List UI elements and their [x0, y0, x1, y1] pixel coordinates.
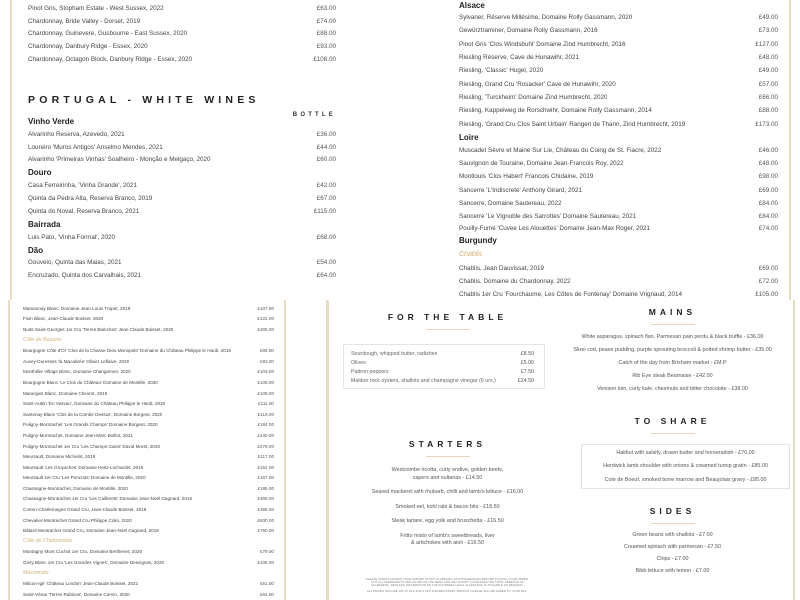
- section-title-for-the-table: FOR THE TABLE: [387, 312, 508, 322]
- wine-name: Nuits-Saint-Georges 1er Cru 'Terres Blanches' Jean Claude Boisset, 2020: [23, 326, 174, 332]
- region-heading: Douro: [28, 168, 52, 178]
- wine-name: Loureiro 'Muros Antigos' Anselmo Mendes, 2021: [28, 143, 163, 151]
- menu-item: [340, 518, 555, 526]
- menu-item: [340, 489, 555, 497]
- wine-row: [23, 409, 274, 420]
- wine-price: £106.00: [257, 560, 274, 566]
- item-line: Fritto misto of lamb's sweetbreads, liver: [400, 532, 495, 539]
- wine-name: Chablis, Domaine du Chardonnay, 2022: [459, 277, 571, 285]
- wine-name: Pinot Gris, Stopham Estate - West Sussex, 2022: [28, 4, 164, 12]
- wine-price: £279.00: [257, 443, 274, 449]
- region-heading-alsace: Alsace: [459, 1, 485, 10]
- wine-name: Riesling, 'Grand Cru Clos Saint Urbain' Rangen de Thann, Zind Humbrecht, 2019: [459, 120, 686, 128]
- section-title-starters: STARTERS: [408, 439, 487, 449]
- wine-row: [459, 64, 778, 77]
- wine-price: £119.00: [257, 411, 274, 417]
- wine-price: £103.00: [257, 369, 274, 375]
- menu-item: Creamed spinach with parmesan - £7.50: [623, 544, 722, 550]
- wine-price: £69.00: [758, 186, 778, 194]
- section-title-to-share: TO SHARE: [634, 415, 711, 426]
- wine-list-france: [445, 0, 800, 300]
- wine-name: Pinot Gris 'Clos Windsbuhl' Domaine Zind Humbrecht, 2016: [459, 40, 626, 48]
- wine-name: Gouveio, Quinta das Maias, 2021: [28, 259, 122, 267]
- menu-item: [340, 504, 555, 512]
- wine-row: [23, 547, 274, 558]
- wine-name: Chassagne-Montrachet, Domaine de Montille, 2020: [23, 485, 128, 491]
- item-price: £5.00: [520, 359, 534, 366]
- wine-row: [23, 483, 274, 494]
- wine-row: [459, 104, 778, 117]
- wine-price: £750.00: [257, 528, 274, 534]
- item-price: £8.50: [520, 350, 534, 357]
- item-name: Maldon rock oysters, shallots and champagne vinegar (6 urs.): [351, 377, 496, 384]
- menu-item: Catch of the day from Brixham market - £M.P: [618, 360, 727, 366]
- wine-price: £111.00: [258, 401, 274, 407]
- region-heading-loire: Loire: [459, 132, 479, 142]
- wine-price: £36.00: [316, 130, 336, 138]
- wine-price: £54.00: [316, 259, 336, 267]
- wine-price: £173.00: [755, 120, 778, 128]
- wine-name: Chablis 1er Cru 'Fourchaume, Les Côtes de Fontenay' Domaine Vrignaud, 2014: [459, 291, 683, 299]
- wine-name: Montagny Mont Cuchot 1er Cru, Domaine Berthenet, 2020: [23, 549, 142, 555]
- menu-item: Rib Eye steak Bearnaise - £42.00: [632, 373, 713, 379]
- wine-name: Meursault, Domaine Michelot, 2019: [23, 454, 96, 460]
- wine-name: Quinta do Noval, Reserva Branco, 2021: [28, 207, 140, 215]
- wine-price: £630.00: [257, 517, 274, 523]
- wine-price: £66.00: [758, 93, 778, 101]
- wine-price: £64.00: [316, 272, 336, 280]
- menu-item: Cote de Boeuf, smoked bone marrow and Beaujolais gravy - £95.00: [604, 476, 767, 483]
- wine-row: [459, 91, 778, 104]
- page-edge-right: [793, 300, 795, 600]
- wine-name: Riesling, Kappelweg de Rorschwihr, Domaine Rolly Gassmann, 2014: [459, 107, 652, 115]
- bottle-column-label: BOTTLE: [292, 111, 336, 118]
- wine-price: £74.00: [758, 225, 778, 233]
- wine-name: Santenay Blanc 'Clos de la Combe Dessus', Domaine Borgeot, 2020: [23, 411, 163, 417]
- item-price: £24.50: [517, 377, 534, 384]
- wine-name: Chablis, Jean Dauvissat, 2019: [459, 264, 545, 272]
- wine-price: £57.00: [758, 80, 778, 88]
- wine-row: [23, 451, 274, 462]
- wine-price: £107.00: [257, 305, 274, 311]
- for-the-table-box: [343, 344, 545, 389]
- wine-row: [23, 515, 274, 526]
- wine-row: [459, 51, 778, 64]
- wine-price: £63.00: [316, 4, 336, 12]
- wine-row: [23, 525, 274, 536]
- wine-name: Sylvaner, Réserve Millésime, Domaine Rolly Gassmann, 2020: [459, 14, 633, 22]
- wine-row: [28, 205, 336, 218]
- wine-row: [28, 28, 336, 41]
- wine-price: £309.00: [257, 496, 274, 502]
- wine-name: Monthélie Village Blanc, Domaine Changarnier, 2020: [23, 369, 131, 375]
- wine-price: £93.00: [259, 358, 274, 364]
- wine-price: £67.00: [316, 195, 336, 203]
- subregion-heading-chablis: Chablis: [459, 251, 483, 259]
- wine-price: £105.00: [755, 291, 778, 299]
- wine-name: Sauvignon de Touraine, Domaine Jean-Francois Roy, 2022: [459, 160, 624, 168]
- region-heading: Vinho Verde: [28, 116, 75, 126]
- section-title-sides: SIDES: [649, 506, 696, 516]
- wine-name: Saint-Véran 'Terres Rabions', Domaine Cornin, 2020: [23, 591, 130, 597]
- wine-row: [28, 269, 336, 282]
- wine-name: Chardonnay, Guinevere, Gusbourne - East Sussex, 2020: [28, 30, 188, 38]
- allergen-notice: [340, 578, 555, 593]
- subregion-heading: Côte de Chalonnaise: [23, 538, 73, 545]
- wine-row: [28, 141, 336, 154]
- wine-name: Sancerre 'Le Vignoble des Sarrottes' Domaine Sautereau, 2021: [459, 213, 637, 221]
- wine-row: [23, 356, 274, 367]
- wine-price: £72.00: [758, 277, 778, 285]
- wine-price: £206.00: [257, 326, 274, 332]
- wine-name: Casa Ferreirinha, 'Vinha Grande', 2021: [28, 182, 138, 190]
- item-line: Westcombe ricotta, curly endive, golden beets,: [391, 467, 504, 473]
- wine-price: £185.00: [257, 485, 274, 491]
- page-edge-left: [8, 300, 10, 600]
- wine-name: Chassagne-Montrachet 1er Cru 'Les Caillerets' Domaine Jean-Noël Gagnard, 2016: [23, 496, 193, 502]
- wine-name: Sancerre, Domaine Sautereau, 2022: [459, 200, 562, 207]
- menu-item: Venison loin, curly kale, chestnuts and bitter chocolate - £38.00: [597, 386, 748, 392]
- wine-row: [459, 38, 778, 51]
- wine-row: [28, 53, 336, 66]
- wine-row: [28, 128, 336, 141]
- wine-row: [28, 231, 336, 244]
- wine-row: [23, 504, 274, 515]
- menu-item: [340, 467, 555, 482]
- food-menu-starters: [290, 300, 555, 600]
- wine-name: Meursault 1er Cru 'Les Poruzots' Domaine de Montille, 2020: [23, 475, 146, 481]
- wine-name: Givry Blanc 1er Cru 'Les Grandes Vignes', Domaine Desvignes, 2020: [23, 560, 165, 566]
- menu-item: [351, 358, 534, 367]
- fine-print-line: ALLERGENS. DETAILED INFORMATION ON THE FOURTEEN LEGAL ALLERGENS IS AVAILABLE ON REQUEST.: [371, 584, 524, 588]
- wine-name: Riesling, 'Turckheim' Domaine Zind Humbrecht, 2020: [459, 93, 608, 101]
- wine-price: £98.00: [758, 173, 778, 181]
- wine-name: Corton-Charlemagne Grand Cru, Jean-Claude Boisset, 2018: [23, 507, 147, 513]
- wine-name: Muscadet Sèvre et Maine Sur Lie, Château du Coing de St. Fiacre, 2022: [459, 146, 662, 154]
- wine-row: [23, 462, 274, 473]
- menu-item: Herdwick lamb shoulder with onions & creamed turnip gratin - £85.00: [603, 463, 768, 469]
- wine-price: £60.00: [316, 156, 336, 164]
- wine-row: [23, 314, 274, 325]
- fine-print-line: NOT ALL INGREDIENTS ARE LISTED ON THE MENU AND WE CANNOT GUARANTEE THE TOTAL ABSENCE OF: [371, 581, 524, 585]
- wine-row: [459, 157, 778, 170]
- section-title-portugal: PORTUGAL - WHITE WINES: [28, 93, 260, 106]
- wine-row: [23, 388, 274, 399]
- wine-name: Luis Pato, 'Vinha Formal', 2020: [28, 233, 115, 241]
- item-line: Seared mackerel with rhubarb, chilli and lamb's lettuce - £16.00: [371, 489, 524, 495]
- wine-price: £42.00: [316, 182, 336, 190]
- menu-item: [351, 376, 534, 385]
- wine-price: £122.00: [257, 316, 274, 322]
- wine-price: £69.00: [758, 264, 778, 272]
- wine-row: [459, 117, 778, 130]
- wine-row: [23, 324, 274, 335]
- wine-row: [23, 398, 274, 409]
- wine-row: [459, 24, 778, 37]
- wine-row: [23, 441, 274, 452]
- subregion-heading: Maconnais: [23, 570, 49, 577]
- wine-name: Encruzado, Quinta dos Carvalhais, 2021: [28, 272, 142, 280]
- subregion-heading: Côte de Beaune: [23, 337, 62, 344]
- wine-row: [459, 144, 778, 157]
- page-edge-left: [326, 300, 329, 600]
- wine-price: £49.00: [758, 67, 778, 75]
- wine-price: £69.00: [259, 348, 274, 354]
- to-share-box: [581, 444, 790, 490]
- wine-price: £230.00: [257, 432, 274, 438]
- wine-row: [23, 367, 274, 378]
- wine-price: £74.00: [316, 17, 336, 25]
- wine-name: Chevalier-Montrachet Grand Cru Philippe Colin, 2020: [23, 517, 132, 523]
- wine-price: £79.00: [259, 549, 274, 555]
- menu-item: [351, 367, 534, 376]
- item-line: Smoked eel, kohl rabi & bacon bits - £18.50: [395, 503, 500, 510]
- wine-name: Riesling, Grand Cru 'Rosacker' Cave de Hunawihr, 2020: [459, 80, 616, 88]
- wine-row: [28, 2, 336, 15]
- wine-name: Bourgogne Blanc 'Le Clos du Château' Domaine de Montille, 2020: [23, 379, 158, 385]
- wine-name: Montlouis 'Clos Habert' Francois Chidaine, 2019: [459, 173, 594, 181]
- wine-name: Alvarinho 'Primeiras Vinhas' Soalheiro - Monção e Melgaço, 2020: [28, 156, 211, 164]
- wine-row: [28, 192, 336, 205]
- wine-name: Pouilly-Fumé 'Cuvee Les Alouettes' Domaine Jean-Max Roger, 2021: [459, 225, 651, 233]
- wine-row: [459, 77, 778, 90]
- page-edge-right: [789, 0, 791, 300]
- region-heading-burgundy: Burgundy: [459, 236, 497, 246]
- wine-list-england-portugal: [0, 0, 350, 300]
- wine-name: Alvarinho Reserva, Azevedo, 2021: [28, 130, 125, 138]
- wine-name: Marsannay Blanc, Domaine Jean-Louis Trapet, 2019: [23, 305, 131, 311]
- wine-row: [459, 223, 778, 234]
- menu-item: White asparagus, spinach flan, Parmesan pain perdu & black truffle - £36.00: [581, 334, 764, 340]
- page-edge-right: [284, 300, 286, 600]
- wine-price: £109.00: [257, 390, 274, 396]
- menu-item: Bibb lettuce with lemon - £7.00: [635, 568, 710, 574]
- wine-price: £84.00: [758, 213, 778, 221]
- menu-item: Skrei cod, pease pudding, purple sprouting broccoli & potted shrimp butter - £35.00: [573, 347, 772, 353]
- wine-row: [23, 420, 274, 431]
- wine-price: £88.00: [758, 107, 778, 115]
- wine-price: £64.00: [259, 591, 274, 597]
- wine-price: £84.00: [758, 200, 778, 207]
- wine-price: £88.00: [316, 30, 336, 38]
- wine-row: [459, 197, 778, 210]
- region-heading: Bairrada: [28, 219, 61, 229]
- wine-name: Chardonnay, Danbury Ridge - Essex, 2020: [28, 43, 148, 51]
- wine-name: Quinta da Pedra Alta, Reserva Branco, 2019: [28, 195, 153, 203]
- wine-row: [23, 303, 274, 314]
- wine-name: Maranges Blanc, Domaine Chevrot, 2019: [23, 390, 108, 396]
- wine-name: Mâcon-Igé 'Château London' Jean-Claude Boisset, 2021: [23, 581, 139, 587]
- item-name: Sourdough, whipped butter, radishes: [351, 350, 438, 357]
- wine-name: Puligny-Montrachet 'Les Grands Champs' Domaine Borgeot, 2020: [23, 422, 158, 428]
- wine-name: Fixin Blanc, Jean-Claude Boisset, 2020: [23, 316, 104, 322]
- wine-row: [28, 15, 336, 28]
- wine-name: Sancerre 'L'Indiscrete' Anthony Girard, 2021: [459, 186, 582, 194]
- wine-price: £93.00: [316, 43, 336, 51]
- wine-price: £48.00: [758, 160, 778, 168]
- wine-row: [23, 557, 274, 568]
- wine-row: [459, 261, 778, 274]
- wine-row: [23, 430, 274, 441]
- wine-name: Chardonnay, Bride Valley - Dorset, 2019: [28, 17, 141, 25]
- wine-name: Gewürztraminer, Domaine Rolly Gassmann, 2016: [459, 27, 598, 35]
- wine-price: £167.00: [257, 475, 274, 481]
- wine-price: £61.00: [259, 581, 274, 587]
- wine-name: Riesling Réserve, Cave de Hunawihr, 2021: [459, 54, 580, 62]
- section-title-mains: MAINS: [648, 307, 697, 317]
- wine-price: £184.00: [257, 422, 274, 428]
- wine-name: Puligny-Montrachet, Domaine Jean-Marc Boillot, 2021: [23, 432, 134, 438]
- wine-list-burgundy: [0, 300, 290, 600]
- wine-row: [459, 210, 778, 223]
- wine-row: [23, 578, 274, 589]
- wine-row: [23, 345, 274, 356]
- wine-row: [459, 288, 778, 300]
- menu-item: Halibut with salsify, drawn butter and horseradish - £70.00: [616, 449, 755, 456]
- wine-row: [459, 275, 778, 288]
- wine-row: [28, 257, 336, 270]
- wine-row: [23, 589, 274, 600]
- wine-row: [28, 154, 336, 167]
- wine-row: [23, 377, 274, 388]
- wine-name: Bourgogne Côte d'Or 'Clos de la Chasse Dieu Monopole' Domaine du Château Philippe le Hardi, 2019: [23, 348, 231, 354]
- wine-name: Meursault 'Les Gruyaches' Domaine Heitz-Lochardet, 2019: [23, 464, 144, 470]
- wine-row: [28, 40, 336, 53]
- title-underline: [426, 329, 470, 330]
- wine-row: [23, 494, 274, 505]
- wine-name: Riesling, 'Classic' Hugel, 2020: [459, 67, 544, 75]
- wine-price: £152.00: [257, 464, 274, 470]
- menu-item: Green beans with shallots - £7.00: [632, 532, 713, 538]
- item-line: & artichokes with aioli - £16.50: [410, 540, 485, 546]
- region-heading: Dão: [28, 245, 44, 255]
- item-line: capers and sultanas - £14.50: [412, 474, 483, 481]
- england-wine-list: [28, 2, 336, 66]
- item-price: £7.50: [520, 368, 534, 375]
- item-name: Padron peppers: [351, 368, 389, 375]
- wine-price: £46.00: [758, 146, 778, 154]
- fine-print-line: PLEASE ALWAYS INFORM YOUR SERVER OF ANY ALLERGIES OR INTOLERANCES BEFORE PLACING YOUR ORDER.: [366, 578, 529, 581]
- menu-item: [351, 349, 534, 358]
- wine-price: £68.00: [316, 233, 336, 241]
- wine-name: Saint-Aubin 'En Vesvau', Domaine du Château Philippe le Hardi, 2020: [23, 401, 166, 407]
- food-menu-mains: [555, 300, 800, 600]
- wine-row: [23, 473, 274, 484]
- page-edge-left: [10, 0, 12, 300]
- wine-row: [459, 11, 778, 24]
- wine-row: [459, 184, 778, 197]
- wine-price: £108.00: [313, 56, 336, 64]
- fine-print-line: ALL PRICES INCLUDE VAT AT 20% AND A 15% DISCRETIONARY SERVICE CHARGE WILL BE ADDED TO YOUR BILL.: [367, 589, 528, 593]
- item-name: Olives: [351, 359, 366, 366]
- wine-name: Auxey-Duresses 'la Macabrée' Olivier Leflaive, 2020: [23, 358, 130, 364]
- wine-name: Bâtard-Montrachet Grand Cru, Domaine Jean-Noël Gagnard, 2019: [23, 528, 159, 534]
- wine-price: £48.00: [758, 54, 778, 62]
- wine-price: £44.00: [316, 143, 336, 151]
- wine-price: £49.00: [758, 14, 778, 22]
- wine-price: £115.00: [313, 207, 336, 215]
- wine-price: £117.00: [257, 454, 274, 460]
- wine-price: £73.00: [758, 27, 778, 35]
- wine-name: Chardonnay, Octagon Block, Danbury Ridge - Essex, 2020: [28, 56, 193, 64]
- menu-item: Chips - £7.00: [656, 556, 689, 562]
- title-underline: [651, 433, 695, 434]
- menu-item: [340, 533, 555, 548]
- wine-price: £105.00: [257, 379, 274, 385]
- wine-price: £127.00: [755, 40, 778, 48]
- wine-price: £395.00: [257, 507, 274, 513]
- wine-row: [28, 179, 336, 192]
- item-line: Steak tartare, egg yolk and bruschetta - £16.50: [391, 518, 504, 524]
- wine-name: Puligny-Montrachet 1er Cru 'Les Champs Gains' David Moret, 2020: [23, 443, 161, 449]
- wine-row: [459, 170, 778, 183]
